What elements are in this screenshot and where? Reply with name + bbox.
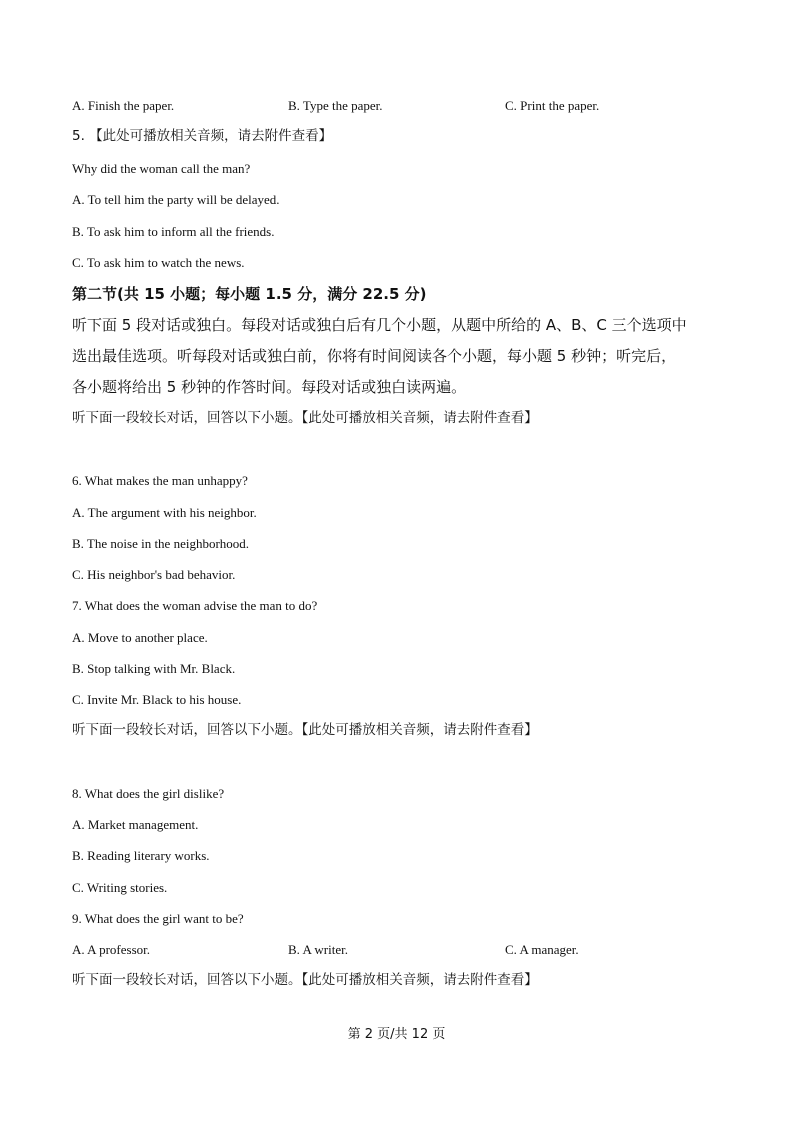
section2-instruction-line: 听下面 5 段对话或独白。每段对话或独白后有几个小题，从题中所给的 A、B、C 三个选项中	[72, 316, 687, 334]
q4-option-a: A. Finish the paper.	[72, 98, 175, 113]
q9-option-a: A. A professor.	[72, 942, 150, 957]
section2-title: 第二节(共 15 小题；每小题 1.5 分，满分 22.5 分)	[72, 285, 427, 303]
q5-option-b: B. To ask him to inform all the friends.	[72, 224, 275, 239]
q5-option-c: C. To ask him to watch the news.	[72, 255, 245, 270]
q4-option-b: B. Type the paper.	[288, 98, 383, 113]
q7-question: 7. What does the woman advise the man to do?	[72, 598, 318, 613]
q6-question: 6. What makes the man unhappy?	[72, 473, 248, 488]
q7-option-b: B. Stop talking with Mr. Black.	[72, 661, 236, 676]
dialogue-prompt: 听下面一段较长对话，回答以下小题。【此处可播放相关音频，请去附件查看】	[72, 410, 538, 426]
q5-header: 5. 【此处可播放相关音频，请去附件查看】	[72, 128, 333, 144]
q9-option-b: B. A writer.	[288, 942, 348, 957]
q8-question: 8. What does the girl dislike?	[72, 786, 225, 801]
q8-option-c: C. Writing stories.	[72, 880, 168, 895]
q9-option-c: C. A manager.	[505, 942, 579, 957]
q4-option-c: C. Print the paper.	[505, 98, 600, 113]
q9-options	[72, 942, 732, 958]
dialogue-prompt: 听下面一段较长对话，回答以下小题。【此处可播放相关音频，请去附件查看】	[72, 972, 538, 988]
section2-instruction-line: 各小题将给出 5 秒钟的作答时间。每段对话或独白读两遍。	[72, 378, 467, 396]
q8-option-b: B. Reading literary works.	[72, 848, 210, 863]
q4-options	[72, 98, 732, 114]
q8-option-a: A. Market management.	[72, 817, 199, 832]
q6-option-c: C. His neighbor's bad behavior.	[72, 567, 236, 582]
q5-question: Why did the woman call the man?	[72, 161, 251, 176]
q9-question: 9. What does the girl want to be?	[72, 911, 244, 926]
q6-option-a: A. The argument with his neighbor.	[72, 505, 257, 520]
q7-option-c: C. Invite Mr. Black to his house.	[72, 692, 242, 707]
page-number: 第 2 页/共 12 页	[347, 1027, 446, 1042]
dialogue-prompt: 听下面一段较长对话，回答以下小题。【此处可播放相关音频，请去附件查看】	[72, 722, 538, 738]
q6-option-b: B. The noise in the neighborhood.	[72, 536, 250, 551]
q7-option-a: A. Move to another place.	[72, 630, 208, 645]
section2-instruction-line: 选出最佳选项。听每段对话或独白前，你将有时间阅读各个小题，每小题 5 秒钟；听完后，	[72, 347, 677, 365]
q5-option-a: A. To tell him the party will be delayed.	[72, 192, 280, 207]
